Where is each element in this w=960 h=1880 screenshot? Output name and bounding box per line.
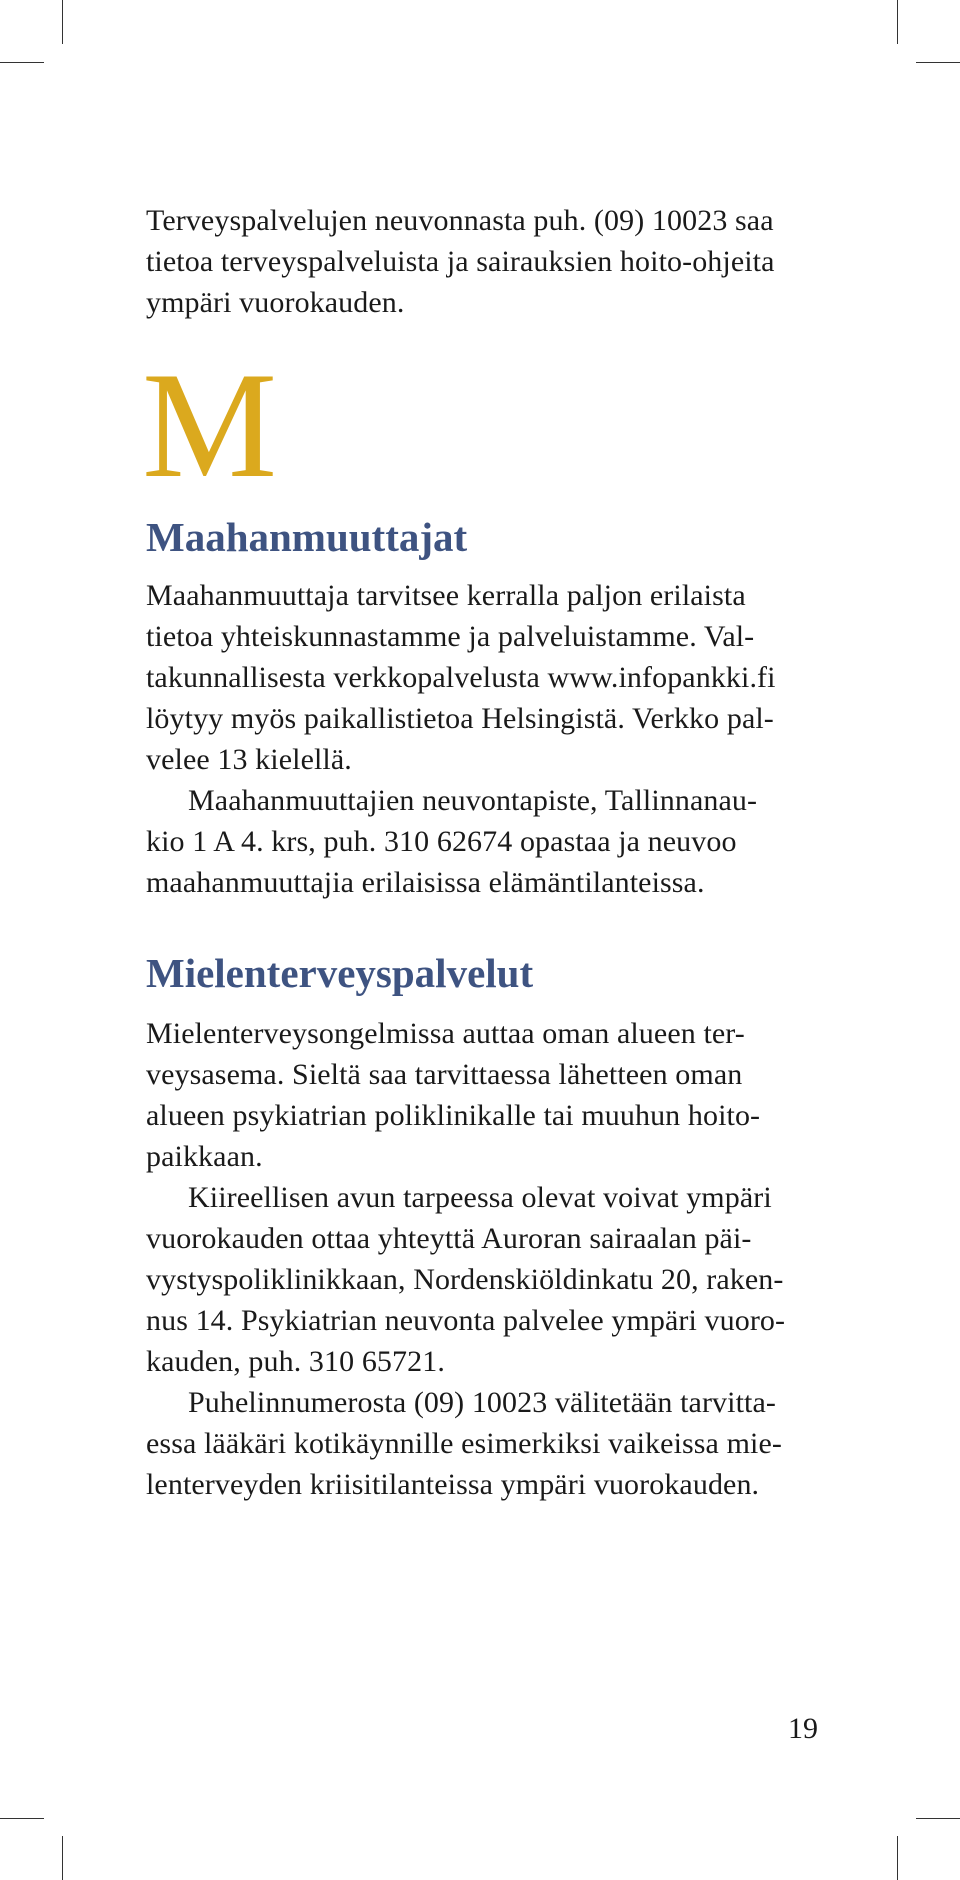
section-letter: M: [142, 341, 276, 509]
paragraph-line: lenterveyden kriisitilanteissa ympäri vuorokauden.: [146, 1468, 760, 1501]
heading-maahanmuuttajat: Maahanmuuttajat: [146, 514, 468, 560]
mielenterveys-paragraph-3: [146, 1382, 818, 1505]
paragraph-line: nus 14. Psykiatrian neuvonta palvelee ympäri vuoro-: [146, 1304, 786, 1337]
paragraph-line: kauden, puh. 310 65721.: [146, 1345, 445, 1378]
crop-mark-bottom-left: [62, 1836, 63, 1880]
mielenterveys-paragraph-2: [146, 1177, 818, 1382]
mielenterveys-paragraph-1: [146, 1013, 818, 1177]
maahanmuuttajat-paragraph-2: [146, 780, 818, 903]
crop-mark-bottom-right: [897, 1836, 898, 1880]
crop-mark-bottom-left-h: [0, 1818, 44, 1819]
maahanmuuttajat-paragraph-1: [146, 575, 818, 780]
paragraph-line: Puhelinnumerosta (09) 10023 välitetään tarvitta-: [188, 1386, 776, 1419]
crop-mark-top-left: [62, 0, 63, 44]
paragraph-line: vystyspoliklinikkaan, Nordenskiöldinkatu 20, raken-: [146, 1263, 784, 1296]
paragraph-line: velee 13 kielellä.: [146, 743, 352, 776]
paragraph-line: Kiireellisen avun tarpeessa olevat voivat ympäri: [188, 1181, 772, 1214]
paragraph-line: vuorokauden ottaa yhteyttä Auroran sairaalan päi-: [146, 1222, 752, 1255]
intro-line: Terveyspalvelujen neuvonnasta puh. (09) 10023 saa: [146, 204, 774, 237]
intro-paragraph: [146, 200, 818, 323]
paragraph-line: kio 1 A 4. krs, puh. 310 62674 opastaa ja neuvoo: [146, 825, 737, 858]
page-content: [142, 200, 818, 1505]
intro-line: ympäri vuorokauden.: [146, 286, 405, 319]
paragraph-line: Maahanmuuttaja tarvitsee kerralla paljon erilaista: [146, 579, 746, 612]
paragraph-line: Mielenterveysongelmissa auttaa oman alueen ter-: [146, 1017, 745, 1050]
paragraph-line: löytyy myös paikallistietoa Helsingistä. Verkko pal-: [146, 702, 774, 735]
paragraph-line: takunnallisesta verkkopalvelusta www.infopankki.fi: [146, 661, 776, 694]
paragraph-line: Maahanmuuttajien neuvontapiste, Tallinnanau-: [188, 784, 758, 817]
paragraph-line: veysasema. Sieltä saa tarvittaessa lähetteen oman: [146, 1058, 743, 1091]
page-number: 19: [788, 1712, 818, 1745]
crop-mark-top-right: [897, 0, 898, 44]
paragraph-line: essa lääkäri kotikäynnille esimerkiksi vaikeissa mie-: [146, 1427, 782, 1460]
heading-mielenterveyspalvelut: Mielenterveyspalvelut: [146, 950, 534, 996]
paragraph-line: paikkaan.: [146, 1140, 263, 1173]
paragraph-line: maahanmuuttajia erilaisissa elämäntilanteissa.: [146, 866, 705, 899]
crop-mark-top-left-h: [0, 62, 44, 63]
intro-line: tietoa terveyspalveluista ja sairauksien hoito-ohjeita: [146, 245, 775, 278]
paragraph-line: tietoa yhteiskunnastamme ja palveluistamme. Val-: [146, 620, 755, 653]
paragraph-line: alueen psykiatrian poliklinikalle tai muuhun hoito-: [146, 1099, 761, 1132]
crop-mark-top-right-h: [916, 62, 960, 63]
crop-mark-bottom-right-h: [916, 1818, 960, 1819]
